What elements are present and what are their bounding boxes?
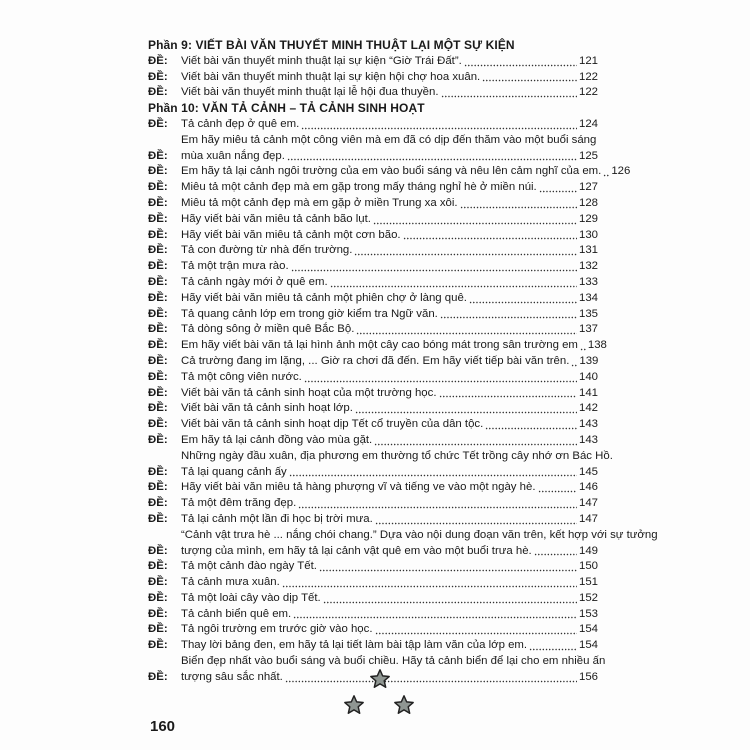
leader-dots — [375, 624, 577, 635]
toc-entry[interactable] — [148, 196, 598, 212]
entry-page-number: 147 — [578, 512, 598, 525]
entry-text: Viết bài văn thuyết minh thuật lại sự kiện “Giờ Trái Đất”. — [181, 54, 462, 67]
entry-page-number: 151 — [578, 576, 598, 589]
entry-label: ĐỀ: — [148, 275, 168, 288]
entry-leader-line — [181, 575, 598, 591]
entry-label: ĐỀ: — [148, 418, 168, 431]
entry-text: Tả một công viên nước. — [181, 370, 302, 383]
entry-label: ĐỀ: — [148, 591, 168, 604]
entry-label: ĐỀ: — [148, 212, 168, 225]
toc-entry[interactable] — [148, 54, 598, 70]
entry-leader-line — [181, 370, 598, 386]
entry-body — [181, 401, 598, 417]
entry-body — [181, 164, 631, 180]
entry-page-number: 132 — [578, 260, 598, 273]
leader-dots — [355, 403, 577, 414]
entry-body — [181, 575, 598, 591]
entry-body — [181, 180, 598, 196]
entry-leader-line — [181, 622, 598, 638]
leader-dots — [529, 640, 577, 651]
leader-dots — [482, 71, 577, 82]
entry-body — [181, 417, 598, 433]
entry-text: Tả cảnh ngày mới ở quê em. — [181, 275, 328, 288]
entry-text: Tả quang cảnh lớp em trong giờ kiểm tra Ngữ văn. — [181, 307, 438, 320]
entry-text: Viết bài văn tả cảnh sinh hoạt dịp Tết cổ truyền của dân tộc. — [181, 418, 484, 431]
leader-dots — [485, 419, 577, 430]
entry-leader-line — [181, 354, 598, 370]
entry-body — [181, 85, 598, 101]
entry-page-number: 121 — [578, 54, 598, 67]
entry-leader-line — [181, 54, 598, 70]
toc-entry[interactable] — [148, 259, 598, 275]
entry-page-number: 131 — [578, 244, 598, 257]
entry-page-number: 141 — [578, 386, 598, 399]
entry-label: ĐỀ: — [148, 560, 168, 573]
entry-body — [181, 386, 598, 402]
entry-label: ĐỀ: — [148, 181, 168, 194]
entry-leader-line — [181, 117, 598, 133]
entry-label: ĐỀ: — [148, 323, 168, 336]
entry-label: ĐỀ: — [148, 512, 168, 525]
entry-label: ĐỀ: — [148, 433, 168, 446]
entry-page-number: 125 — [578, 149, 598, 162]
entry-page-number: 122 — [578, 86, 598, 99]
toc-entry[interactable] — [148, 480, 598, 496]
entry-page-number: 137 — [578, 323, 598, 336]
entry-text: Biển đẹp nhất vào buổi sáng và buổi chiều. Hãy tả cảnh biển để lại cho em nhiều ấn — [181, 655, 606, 668]
toc-entry[interactable] — [148, 449, 613, 481]
entry-body — [181, 70, 598, 86]
entry-text: Thay lời bảng đen, em hãy tả lại tiết làm bài tập làm văn của lớp em. — [181, 639, 528, 652]
entry-text: Tả một loài cây vào dịp Tết. — [181, 591, 321, 604]
entry-text: Cả trường đang im lặng, ... Giờ ra chơi đã đến. Em hãy viết tiếp bài văn trên. — [181, 354, 570, 367]
entry-label: ĐỀ: — [148, 544, 168, 557]
entry-leader-line — [181, 180, 598, 196]
entry-label: ĐỀ: — [148, 291, 168, 304]
entry-page-number: 143 — [578, 433, 598, 446]
leader-dots — [580, 340, 586, 351]
entry-body — [181, 480, 598, 496]
entry-text: Tả một trận mưa rào. — [181, 260, 289, 273]
entry-label: ĐỀ: — [148, 576, 168, 589]
entry-body — [181, 433, 598, 449]
entry-body — [181, 291, 598, 307]
toc-entry[interactable] — [148, 512, 598, 528]
toc-entry[interactable] — [148, 307, 598, 323]
entry-body — [181, 212, 598, 228]
entry-text: Viết bài văn tả cảnh sinh hoạt của một trường học. — [181, 386, 437, 399]
entry-body — [181, 275, 598, 291]
leader-dots — [323, 593, 577, 604]
entry-text: Tả lại cảnh một lần đi học bị trời mưa. — [181, 512, 373, 525]
entry-text: Viết bài văn tả cảnh sinh hoạt lớp. — [181, 402, 353, 415]
entry-page-number: 149 — [578, 544, 598, 557]
entry-leader-line — [181, 559, 598, 575]
entry-leader-line — [181, 480, 598, 496]
entry-leader-line — [181, 228, 598, 244]
entry-label: ĐỀ: — [148, 607, 168, 620]
toc-entry[interactable] — [148, 559, 598, 575]
toc-entry[interactable] — [148, 85, 598, 101]
entry-leader-line — [181, 512, 598, 528]
entry-page-number: 128 — [578, 196, 598, 209]
entry-leader-line — [181, 386, 598, 402]
toc-entry[interactable] — [148, 117, 598, 133]
entry-body — [181, 607, 598, 623]
entry-page-number: 153 — [578, 607, 598, 620]
entry-text: Em hãy viết bài văn tả lại hình ảnh một cây cao bóng mát trong sân trường em — [181, 339, 578, 352]
entry-label: ĐỀ: — [148, 70, 168, 83]
entry-leader-line — [181, 212, 598, 228]
leader-dots — [304, 372, 577, 383]
entry-label: ĐỀ: — [148, 244, 168, 257]
toc-entry[interactable] — [148, 496, 598, 512]
page-number: 160 — [150, 718, 176, 735]
entry-leader-line — [181, 465, 598, 481]
entry-body — [181, 228, 598, 244]
entry-leader-line — [181, 243, 598, 259]
toc-entry[interactable] — [148, 291, 598, 307]
entry-text: Hãy viết bài văn miêu tả cảnh một cơn bão. — [181, 228, 401, 241]
entry-text: Tả ngôi trường em trước giờ vào học. — [181, 623, 373, 636]
entry-leader-line — [181, 338, 607, 354]
leader-dots — [441, 87, 577, 98]
entry-leader-line — [181, 196, 598, 212]
entry-body — [181, 528, 658, 560]
entry-page-number: 130 — [578, 228, 598, 241]
entry-body — [181, 307, 598, 323]
entry-page-number: 138 — [587, 339, 607, 352]
entry-leader-line — [181, 70, 598, 86]
entry-text: Viết bài văn thuyết minh thuật lại sự kiện hội chợ hoa xuân. — [181, 70, 481, 83]
entry-page-number: 154 — [578, 623, 598, 636]
entry-label: ĐỀ: — [148, 497, 168, 510]
entry-label: ĐỀ: — [148, 196, 168, 209]
entry-body — [181, 117, 598, 133]
leader-dots — [440, 308, 577, 319]
leader-dots — [330, 277, 577, 288]
toc-entry[interactable] — [148, 591, 598, 607]
leader-dots — [285, 672, 577, 683]
entry-label: ĐỀ: — [148, 339, 168, 352]
leader-dots — [298, 498, 577, 509]
entry-body — [181, 338, 607, 354]
toc-entry[interactable] — [148, 401, 598, 417]
entry-page-number: 140 — [578, 370, 598, 383]
entry-page-number: 122 — [578, 70, 598, 83]
leader-dots — [403, 229, 577, 240]
entry-page-number: 135 — [578, 307, 598, 320]
entry-text: Tả một cảnh đào ngày Tết. — [181, 560, 317, 573]
leader-dots — [354, 245, 577, 256]
entry-text: mùa xuân nắng đẹp. — [181, 149, 285, 162]
toc-entry[interactable] — [148, 180, 598, 196]
section-title: Phần 9: VIẾT BÀI VĂN THUYẾT MINH THUẬT LẠI MỘT SỰ KIỆN — [148, 38, 515, 52]
leader-dots — [319, 561, 577, 572]
toc-entry[interactable] — [148, 607, 598, 623]
entry-label: ĐỀ: — [148, 54, 168, 67]
entry-label: ĐỀ: — [148, 354, 168, 367]
leader-dots — [460, 198, 577, 209]
toc-entry[interactable] — [148, 70, 598, 86]
entry-body — [181, 496, 598, 512]
entry-text: Viết bài văn thuyết minh thuật lại lễ hội đua thuyền. — [181, 86, 439, 99]
leader-dots — [291, 261, 577, 272]
leader-dots — [538, 482, 578, 493]
entry-leader-line — [181, 307, 598, 323]
toc-entry[interactable] — [148, 322, 598, 338]
entry-text: Miêu tả một cảnh đẹp mà em gặp ở miền Trung xa xôi. — [181, 196, 458, 209]
toc-entry[interactable] — [148, 228, 598, 244]
entry-text: Hãy viết bài văn miêu tả cảnh bão lụt. — [181, 212, 371, 225]
entry-leader-line — [181, 638, 598, 654]
entry-body — [181, 354, 598, 370]
entry-text: Miêu tả một cảnh đẹp mà em gặp trong mấy tháng nghỉ hè ở miền núi. — [181, 181, 537, 194]
toc-entry[interactable] — [148, 164, 631, 180]
section-title: Phần 10: VĂN TẢ CẢNH – TẢ CẢNH SINH HOẠT — [148, 101, 425, 116]
entry-text: Tả dòng sông ở miền quê Bắc Bộ. — [181, 323, 355, 336]
entry-page-number: 143 — [578, 418, 598, 431]
entry-label: ĐỀ: — [148, 86, 168, 99]
entry-body — [181, 512, 598, 528]
entry-text: tượng sâu sắc nhất. — [181, 670, 283, 683]
entry-page-number: 146 — [578, 481, 598, 494]
entry-page-number: 154 — [578, 639, 598, 652]
leader-dots — [356, 324, 577, 335]
entry-leader-line — [181, 496, 598, 512]
entry-label: ĐỀ: — [148, 307, 168, 320]
entry-page-number: 147 — [578, 497, 598, 510]
leader-dots — [301, 119, 577, 130]
toc-entry[interactable] — [148, 354, 598, 370]
entry-leader-line — [181, 417, 598, 433]
leader-dots — [282, 577, 577, 588]
entry-page-number: 133 — [578, 275, 598, 288]
entry-body — [181, 196, 598, 212]
entry-leader-line — [181, 401, 598, 417]
entry-body — [181, 638, 598, 654]
entry-leader-line — [181, 433, 598, 449]
entry-leader-line — [181, 607, 598, 623]
entry-leader-line — [181, 322, 598, 338]
toc-entry[interactable] — [148, 528, 658, 560]
toc-entry[interactable] — [148, 212, 598, 228]
entry-text: Em hãy miêu tả cảnh một công viên mà em đã có dịp đến thăm vào một buổi sáng — [181, 133, 597, 146]
leader-dots — [287, 150, 577, 161]
toc-entry[interactable] — [148, 370, 598, 386]
star-icon — [343, 694, 365, 716]
leader-dots — [534, 545, 577, 556]
leader-dots — [375, 514, 577, 525]
leader-dots — [439, 387, 577, 398]
entry-body — [181, 449, 613, 481]
leader-dots — [571, 356, 577, 367]
toc-entry[interactable] — [148, 133, 598, 165]
toc-entry[interactable] — [148, 622, 598, 638]
entry-text: Tả cảnh biển quê em. — [181, 607, 292, 620]
toc-entry[interactable] — [148, 275, 598, 291]
entry-body — [181, 322, 598, 338]
entry-page-number: 129 — [578, 212, 598, 225]
toc-entry[interactable] — [148, 243, 598, 259]
entry-label: ĐỀ: — [148, 623, 168, 636]
entry-text: Tả lại quang cảnh ấy — [181, 465, 287, 478]
entry-text: Tả cảnh mưa xuân. — [181, 576, 280, 589]
star-icon — [369, 668, 391, 690]
entry-label: ĐỀ: — [148, 149, 168, 162]
entry-page-number: 156 — [578, 670, 598, 683]
toc-entry[interactable] — [148, 338, 607, 354]
entry-text: Tả một đêm trăng đẹp. — [181, 497, 297, 510]
entry-leader-line — [181, 164, 631, 180]
entry-leader-line — [181, 591, 598, 607]
entry-leader-line — [181, 544, 598, 560]
star-icon — [393, 694, 415, 716]
entry-body — [181, 370, 598, 386]
entry-page-number: 134 — [578, 291, 598, 304]
entry-label: ĐỀ: — [148, 670, 168, 683]
entry-label: ĐỀ: — [148, 260, 168, 273]
entry-label: ĐỀ: — [148, 117, 168, 130]
entry-leader-line — [181, 85, 598, 101]
leader-dots — [539, 182, 577, 193]
entry-label: ĐỀ: — [148, 465, 168, 478]
entry-text: Hãy viết bài văn miêu tả cảnh một phiên chợ ở làng quê. — [181, 291, 467, 304]
entry-body — [181, 591, 598, 607]
toc-entry[interactable] — [148, 638, 598, 654]
entry-body — [181, 54, 598, 70]
entry-leader-line — [181, 149, 598, 165]
toc-entry[interactable] — [148, 417, 598, 433]
entry-text: Tả cảnh đẹp ở quê em. — [181, 117, 300, 130]
entry-label: ĐỀ: — [148, 386, 168, 399]
entry-leader-line — [181, 291, 598, 307]
entry-label: ĐỀ: — [148, 165, 168, 178]
leader-dots — [374, 435, 577, 446]
entry-page-number: 126 — [611, 165, 631, 178]
leader-dots — [464, 56, 577, 67]
leader-dots — [293, 608, 577, 619]
entry-page-number: 152 — [578, 591, 598, 604]
entry-body — [181, 559, 598, 575]
entry-body — [181, 622, 598, 638]
table-of-contents — [148, 38, 658, 686]
entry-text: Những ngày đầu xuân, địa phương em thường tổ chức Tết trồng cây nhớ ơn Bác Hồ. — [181, 449, 613, 462]
entry-text: Tả con đường từ nhà đến trường. — [181, 244, 353, 257]
leader-dots — [603, 166, 609, 177]
leader-dots — [373, 214, 577, 225]
entry-page-number: 127 — [578, 181, 598, 194]
entry-label: ĐỀ: — [148, 228, 168, 241]
leader-dots — [469, 293, 577, 304]
entry-label: ĐỀ: — [148, 481, 168, 494]
entry-label: ĐỀ: — [148, 402, 168, 415]
entry-text: Em hãy tả lại cảnh đồng vào mùa gặt. — [181, 433, 373, 446]
entry-text: “Cảnh vật trưa hè ... nắng chói chang.” Dựa vào nội dung đoạn văn trên, kết hợp với sự tưởng — [181, 528, 658, 541]
entry-body — [181, 133, 598, 165]
entry-page-number: 139 — [579, 354, 599, 367]
toc-entry[interactable] — [148, 386, 598, 402]
entry-text: Hãy viết bài văn miêu tả hàng phượng vĩ và tiếng ve vào một ngày hè. — [181, 481, 536, 494]
entry-label: ĐỀ: — [148, 370, 168, 383]
entry-text: tượng của mình, em hãy tả lại cảnh vật quê em vào một buổi trưa hè. — [181, 544, 532, 557]
entry-body — [181, 259, 598, 275]
entry-leader-line — [181, 259, 598, 275]
entry-leader-line — [181, 275, 598, 291]
leader-dots — [289, 466, 577, 477]
toc-entry[interactable] — [148, 575, 598, 591]
entry-body — [181, 243, 598, 259]
entry-page-number: 150 — [578, 560, 598, 573]
entry-page-number: 142 — [578, 402, 598, 415]
entry-text: Em hãy tả lại cảnh ngôi trường của em vào buổi sáng và nêu lên cảm nghĩ của em. — [181, 165, 602, 178]
entry-page-number: 145 — [578, 465, 598, 478]
entry-page-number: 124 — [578, 117, 598, 130]
toc-entry[interactable] — [148, 433, 598, 449]
entry-label: ĐỀ: — [148, 639, 168, 652]
